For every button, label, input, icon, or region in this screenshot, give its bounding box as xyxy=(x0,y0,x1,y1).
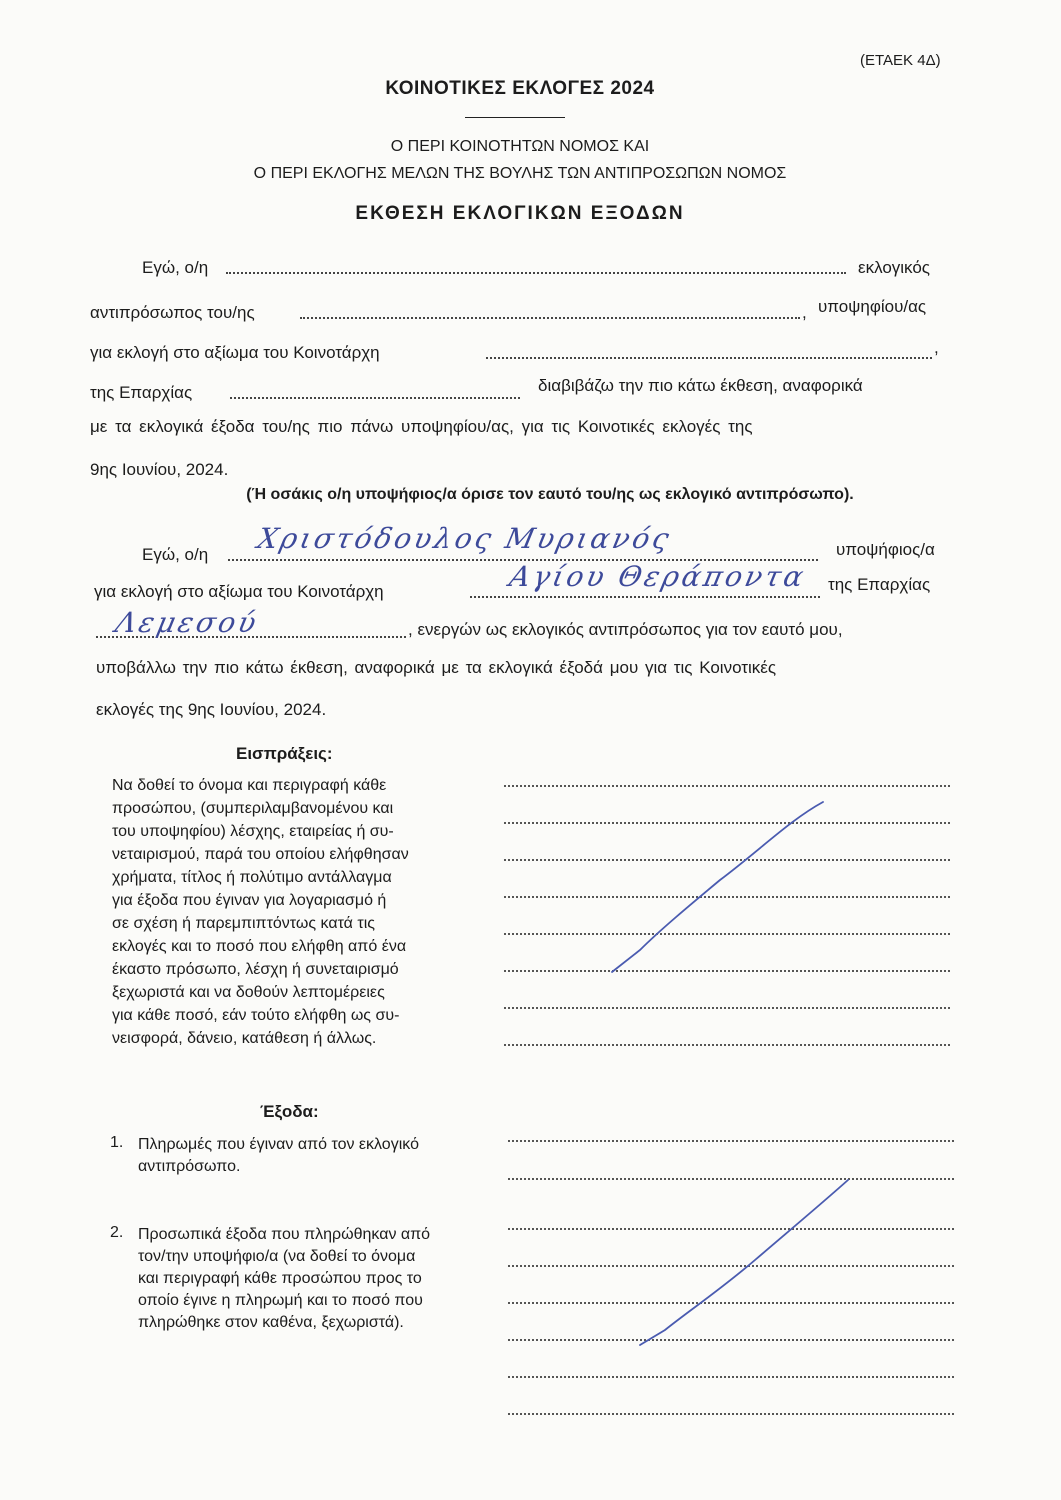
agent-line-1-label: Εγώ, ο/η xyxy=(142,258,209,277)
expenses-heading: Έξοδα: xyxy=(260,1102,319,1121)
expense-item-1-number: 1. xyxy=(110,1134,124,1151)
receipts-strike-line xyxy=(612,802,823,972)
form-title: ΚΟΙΝΟΤΙΚΕΣ ΕΚΛΟΓΕΣ 2024 xyxy=(385,78,655,99)
expense-item-2-line: οποίο έγινε η πληρωμή και το ποσό που xyxy=(138,1292,423,1309)
agent-line-3-comma: , xyxy=(934,338,939,357)
self-agent-note: (Ή οσάκις ο/η υποψήφιος/α όρισε τον εαυτό του/ης ως εκλογικό αντιπρόσωπο). xyxy=(246,486,854,503)
receipts-line: εκλογές και το ποσό που ελήφθη από ένα xyxy=(112,938,407,955)
candidate-line-5: εκλογές της 9ης Ιουνίου, 2024. xyxy=(96,700,327,719)
receipts-line: νεταιρισμού, παρά του οποίου ελήφθησαν xyxy=(112,846,409,863)
candidate-line-3-suffix: , ενεργών ως εκλογικός αντιπρόσωπος για τον εαυτό μου, xyxy=(408,620,843,639)
agent-line-3-label: για εκλογή στο αξίωμα του Κοινοτάρχη xyxy=(90,343,380,362)
expense-item-1-line: Πληρωμές που έγιναν από τον εκλογικό xyxy=(138,1136,419,1153)
receipts-line: χρήματα, τίτλος ή πολύτιμο αντάλλαγμα xyxy=(112,869,392,886)
agent-line-2-suffix: υποψηφίου/ας xyxy=(818,297,927,316)
agent-line-2-comma: , xyxy=(802,303,807,322)
handwritten-candidate-name: Χριστόδουλος Μυριανός xyxy=(254,522,675,555)
receipts-heading: Εισπράξεις: xyxy=(236,744,333,763)
expenses-strike-line xyxy=(640,1180,848,1345)
report-heading: ΕΚΘΕΣΗ ΕΚΛΟΓΙΚΩΝ ΕΞΟΔΩΝ xyxy=(355,203,685,224)
law-line-2: Ο ΠΕΡΙ ΕΚΛΟΓΗΣ ΜΕΛΩΝ ΤΗΣ ΒΟΥΛΗΣ ΤΩΝ ΑΝΤΙΠΡΟΣΩΠΩΝ ΝΟΜΟΣ xyxy=(253,165,787,182)
receipts-line: για έξοδα που έγιναν για λογαριασμό ή xyxy=(112,892,387,909)
agent-line-5: με τα εκλογικά έξοδα του/ης πιο πάνω υποψηφίου/ας, για τις Κοινοτικές εκλογές της xyxy=(90,417,753,436)
agent-line-4-label: της Επαρχίας xyxy=(90,383,193,402)
receipts-line: Να δοθεί το όνομα και περιγραφή κάθε xyxy=(112,777,387,794)
handwritten-district: Λεμεσού xyxy=(112,606,262,639)
receipts-line: του υποψηφίου) λέσχης, εταιρείας ή συ- xyxy=(112,823,394,840)
receipts-line: έκαστο πρόσωπο, λέσχη ή συνεταιρισμό xyxy=(112,961,399,978)
receipts-line: για κάθε ποσό, εάν τούτο ελήφθη ως συ- xyxy=(112,1007,400,1024)
law-line-1: Ο ΠΕΡΙ ΚΟΙΝΟΤΗΤΩΝ ΝΟΜΟΣ ΚΑΙ xyxy=(390,138,650,155)
expense-item-2-line: τον/την υποψήφιο/α (να δοθεί το όνομα xyxy=(138,1248,416,1265)
receipts-line: νεισφορά, δάνειο, κατάθεση ή άλλως. xyxy=(112,1030,377,1047)
receipts-line: σε σχέση ή παρεμπιπτόντως κατά τις xyxy=(112,915,375,932)
agent-line-6: 9ης Ιουνίου, 2024. xyxy=(90,460,229,479)
candidate-line-2-suffix: της Επαρχίας xyxy=(828,575,931,594)
candidate-line-1-suffix: υποψήφιος/α xyxy=(836,540,935,559)
receipts-line: προσώπου, (συμπεριλαμβανομένου και xyxy=(112,800,394,817)
expense-item-1-line: αντιπρόσωπο. xyxy=(138,1158,241,1175)
receipts-line: ξεχωριστά και να δοθούν λεπτομέρειες xyxy=(112,984,385,1001)
candidate-line-1-label: Εγώ, ο/η xyxy=(142,545,209,564)
expense-item-2-line: Προσωπικά έξοδα που πληρώθηκαν από xyxy=(138,1226,431,1243)
agent-line-2-label: αντιπρόσωπος του/ης xyxy=(90,303,255,322)
candidate-line-2-label: για εκλογή στο αξίωμα του Κοινοτάρχη xyxy=(94,582,384,601)
form-code: (ΕΤΑΕΚ 4Δ) xyxy=(860,52,941,69)
expense-item-2-number: 2. xyxy=(110,1224,124,1241)
handwritten-community: Αγίου Θεράποντα xyxy=(506,560,810,593)
candidate-line-4: υποβάλλω την πιο κάτω έκθεση, αναφορικά με τα εκλογικά έξοδά μου για τις Κοινοτικές xyxy=(96,658,777,677)
agent-line-4-suffix: διαβιβάζω την πιο κάτω έκθεση, αναφορικά xyxy=(538,376,863,395)
expense-item-2-line: πληρώθηκε στον καθένα, ξεχωριστά). xyxy=(138,1314,404,1331)
agent-line-1-suffix: εκλογικός xyxy=(858,258,930,277)
expense-item-2-line: και περιγραφή κάθε προσώπου προς το xyxy=(138,1270,422,1287)
